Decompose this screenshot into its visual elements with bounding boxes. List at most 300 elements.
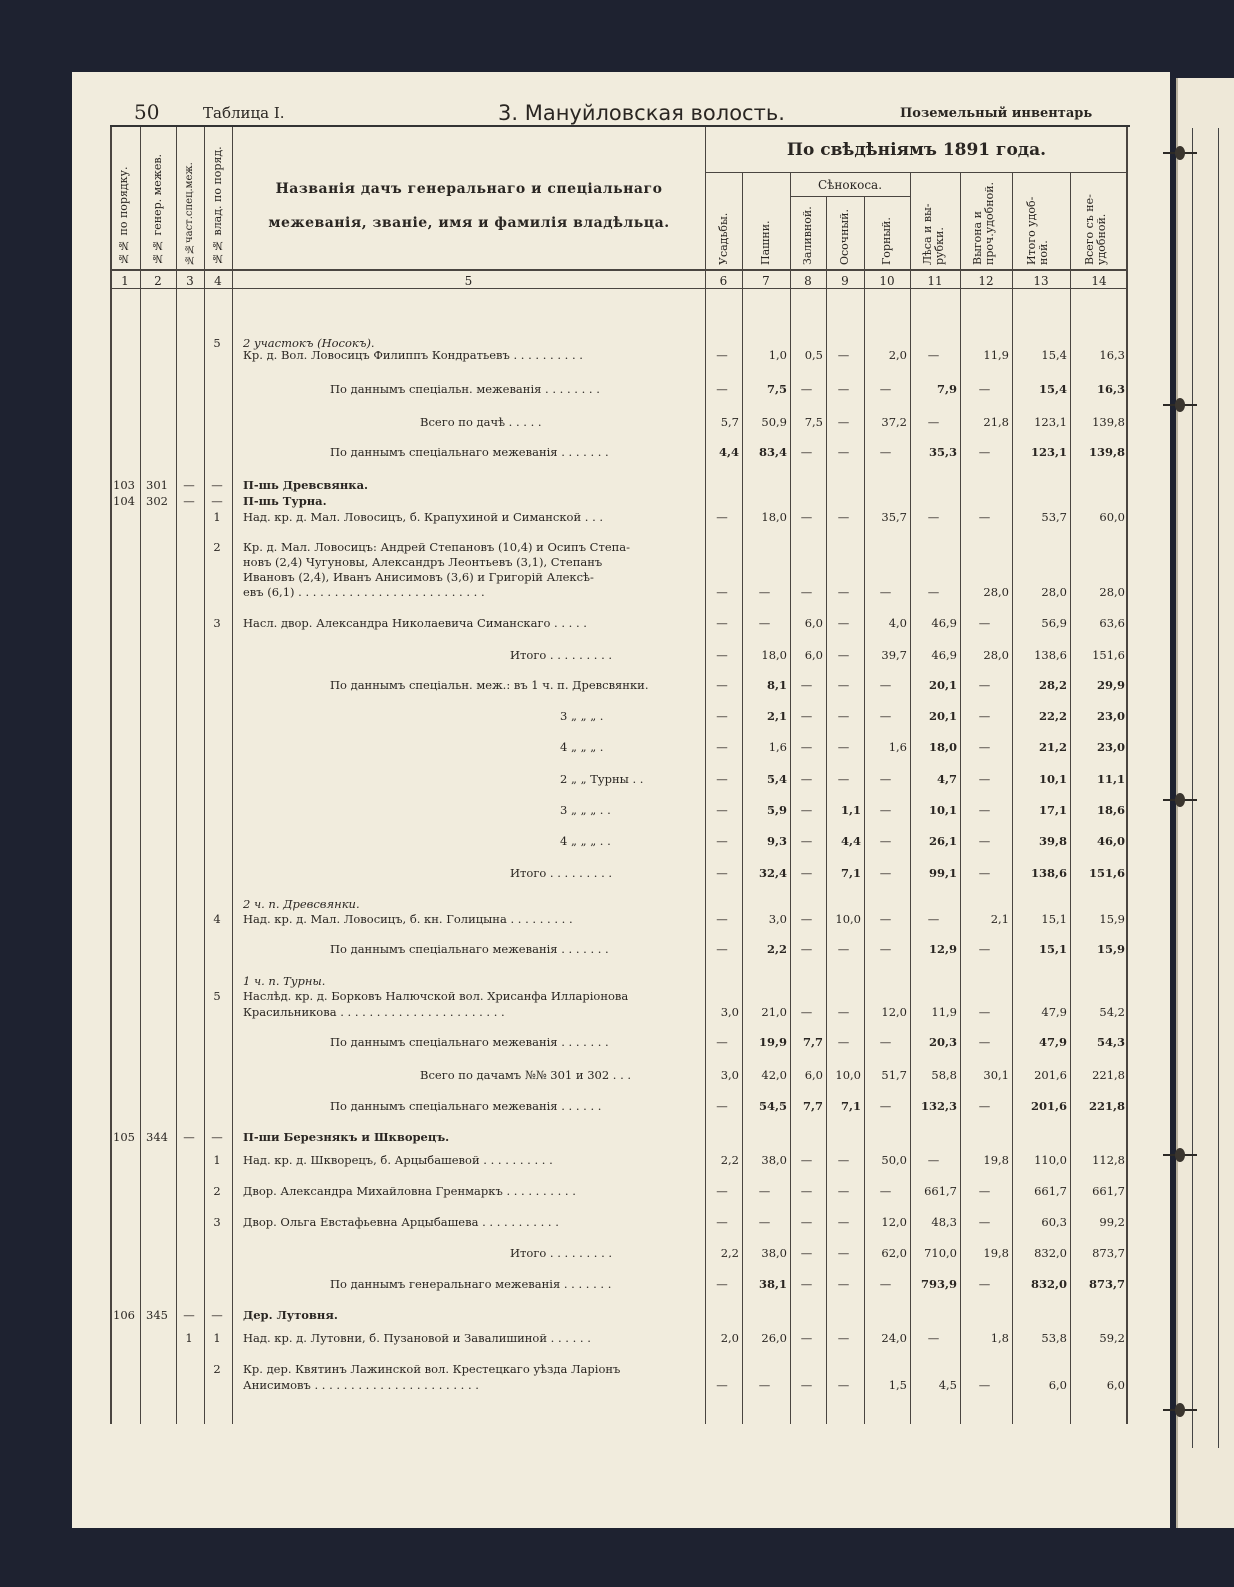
row-label: 2 „ „ Турны . . bbox=[560, 772, 644, 786]
row-value: — bbox=[800, 803, 813, 817]
row-label: 4 „ „ „ . . bbox=[560, 834, 611, 848]
row-value: 221,8 bbox=[1088, 1099, 1125, 1113]
row-value: 50,0 bbox=[881, 1153, 907, 1167]
row-label: П-ши Березнякъ и Шкворецъ. bbox=[243, 1130, 450, 1144]
col-header-grand-total: Всего съ не-удобной. bbox=[1083, 194, 1108, 265]
table-right-border bbox=[1126, 127, 1128, 1424]
row-value: 3,0 bbox=[768, 912, 787, 926]
row-value: — bbox=[978, 510, 991, 524]
row-index-c4: 5 bbox=[213, 989, 221, 1003]
row-value: 11,9 bbox=[983, 348, 1009, 362]
col-header-sedge-meadow: Осочный. bbox=[838, 209, 851, 265]
row-value: 18,6 bbox=[1096, 803, 1125, 817]
row-index-c4: 5 bbox=[213, 336, 221, 350]
row-value: 15,1 bbox=[1041, 912, 1067, 926]
row-value: — bbox=[837, 1035, 850, 1049]
row-label: По даннымъ спеціальн. меж.: въ 1 ч. п. Древсвянки. bbox=[330, 678, 649, 692]
row-value: 12,0 bbox=[881, 1005, 907, 1019]
row-value: — bbox=[879, 866, 892, 880]
column-number: 3 bbox=[186, 274, 194, 288]
row-value: — bbox=[800, 709, 813, 723]
row-value: — bbox=[837, 648, 850, 662]
row-value: — bbox=[879, 1035, 892, 1049]
row-value: 53,8 bbox=[1041, 1331, 1067, 1345]
row-value: — bbox=[837, 510, 850, 524]
row-value: — bbox=[716, 1099, 728, 1113]
row-value: 1,1 bbox=[840, 803, 861, 817]
row-value: 661,7 bbox=[1034, 1184, 1067, 1198]
row-value: — bbox=[716, 585, 728, 599]
row-value: — bbox=[978, 1005, 991, 1019]
row-value: 50,9 bbox=[761, 415, 787, 429]
row-label: Насл. двор. Александра Николаевича Симанскаго . . . . . bbox=[243, 616, 587, 630]
row-index-c3: — bbox=[183, 494, 195, 508]
row-label: 3 „ „ „ . bbox=[560, 709, 604, 723]
page-number: 50 bbox=[134, 100, 160, 124]
row-value: — bbox=[879, 942, 892, 956]
row-index-c2: 345 bbox=[146, 1308, 168, 1322]
row-value: 7,9 bbox=[936, 382, 957, 396]
row-value: 23,0 bbox=[1096, 709, 1125, 723]
row-value: 18,0 bbox=[761, 510, 787, 524]
column-number: 2 bbox=[154, 274, 162, 288]
row-value: 7,5 bbox=[766, 382, 787, 396]
row-value: 46,9 bbox=[931, 616, 957, 630]
row-index-c4: 1 bbox=[213, 1331, 221, 1345]
row-value: — bbox=[716, 803, 728, 817]
row-value: — bbox=[978, 445, 991, 459]
row-value: — bbox=[716, 616, 728, 630]
row-value: — bbox=[800, 1246, 813, 1260]
row-index-c3: — bbox=[183, 1130, 195, 1144]
row-value: — bbox=[716, 740, 728, 754]
row-value: 12,9 bbox=[928, 942, 957, 956]
row-value: 21,8 bbox=[983, 415, 1009, 429]
row-value: 38,0 bbox=[761, 1246, 787, 1260]
row-value: 19,8 bbox=[983, 1153, 1009, 1167]
binding-clip bbox=[1163, 398, 1197, 412]
row-value: 7,5 bbox=[804, 415, 823, 429]
row-value: 4,7 bbox=[936, 772, 957, 786]
col-header-flood-meadow: Заливной. bbox=[801, 206, 814, 265]
binding-clip bbox=[1163, 793, 1197, 807]
row-value: 138,6 bbox=[1030, 866, 1067, 880]
row-value: 1,6 bbox=[888, 740, 907, 754]
row-value: — bbox=[800, 1331, 813, 1345]
row-index-c4: 2 bbox=[213, 1184, 221, 1198]
row-value: 110,0 bbox=[1034, 1153, 1067, 1167]
row-label: По даннымъ спеціальнаго межеванія . . . . . . . bbox=[330, 942, 609, 956]
row-value: — bbox=[978, 942, 991, 956]
row-value: — bbox=[800, 912, 813, 926]
row-value: 18,0 bbox=[761, 648, 787, 662]
row-value: 18,0 bbox=[928, 740, 957, 754]
row-value: 6,0 bbox=[1048, 1378, 1067, 1392]
row-value: — bbox=[978, 866, 991, 880]
row-label: Над. кр. д. Лутовни, б. Пузановой и Завалишиной . . . . . . bbox=[243, 1331, 591, 1345]
row-value: — bbox=[837, 1184, 850, 1198]
row-value: — bbox=[837, 709, 850, 723]
row-value: — bbox=[716, 510, 728, 524]
row-label: Всего по дачѣ . . . . . bbox=[420, 415, 542, 429]
running-head: Поземельный инвентарь bbox=[900, 106, 1093, 121]
row-value: 5,9 bbox=[766, 803, 787, 817]
row-value: — bbox=[879, 1184, 892, 1198]
row-value: 15,9 bbox=[1099, 912, 1125, 926]
row-value: 15,9 bbox=[1096, 942, 1125, 956]
row-value: 16,3 bbox=[1096, 382, 1125, 396]
row-value: 2,2 bbox=[720, 1246, 739, 1260]
row-value: — bbox=[837, 445, 850, 459]
row-value: 29,9 bbox=[1096, 678, 1125, 692]
row-value: — bbox=[716, 912, 728, 926]
row-label: Итого . . . . . . . . . bbox=[510, 866, 613, 880]
row-label: Наслѣд. кр. д. Борковъ Налючской вол. Хрисанфа Илларіонова bbox=[243, 989, 629, 1003]
row-value: — bbox=[879, 585, 892, 599]
row-value: 16,3 bbox=[1099, 348, 1125, 362]
row-value: 7,1 bbox=[840, 866, 861, 880]
row-value: — bbox=[716, 772, 728, 786]
row-value: 47,9 bbox=[1038, 1035, 1067, 1049]
row-value: 11,1 bbox=[1096, 772, 1125, 786]
row-value: 99,2 bbox=[1099, 1215, 1125, 1229]
row-value: — bbox=[837, 942, 850, 956]
row-value: 832,0 bbox=[1030, 1277, 1067, 1291]
row-value: — bbox=[837, 740, 850, 754]
row-value: — bbox=[927, 348, 940, 362]
row-label: Анисимовъ . . . . . . . . . . . . . . . . . . . . . . . bbox=[243, 1378, 479, 1392]
row-label: 4 „ „ „ . bbox=[560, 740, 604, 754]
row-value: — bbox=[837, 1246, 850, 1260]
row-value: 132,3 bbox=[920, 1099, 957, 1113]
row-value: — bbox=[978, 1099, 991, 1113]
row-value: — bbox=[879, 803, 892, 817]
row-value: 58,8 bbox=[931, 1068, 957, 1082]
volost-title: 3. Мануйловская волость. bbox=[498, 101, 785, 125]
row-label: Итого . . . . . . . . . bbox=[510, 648, 613, 662]
row-value: — bbox=[837, 348, 850, 362]
row-value: 10,0 bbox=[835, 1068, 861, 1082]
column-number: 4 bbox=[214, 274, 222, 288]
row-value: 24,0 bbox=[881, 1331, 907, 1345]
row-value: — bbox=[837, 415, 850, 429]
row-label: Кр. д. Вол. Ловосицъ Филиппъ Кондратьевъ . . . . . . . . . . bbox=[243, 348, 583, 362]
row-label: Над. кр. д. Мал. Ловосицъ, б. Крапухиной и Симанской . . . bbox=[243, 510, 604, 524]
row-value: 12,0 bbox=[881, 1215, 907, 1229]
row-value: — bbox=[716, 382, 728, 396]
col-header-owner-order: №№ влад. по поряд. bbox=[211, 146, 224, 265]
row-value: 10,1 bbox=[928, 803, 957, 817]
row-value: 1,0 bbox=[768, 348, 787, 362]
row-index-c3: 1 bbox=[185, 1331, 193, 1345]
row-value: 20,1 bbox=[928, 709, 957, 723]
row-value: 15,4 bbox=[1041, 348, 1067, 362]
row-index-c4: 1 bbox=[213, 510, 221, 524]
row-value: 4,0 bbox=[888, 616, 907, 630]
row-value: 28,2 bbox=[1038, 678, 1067, 692]
binding-clip bbox=[1163, 146, 1197, 160]
column-number: 8 bbox=[804, 274, 812, 288]
table-label: Таблица I. bbox=[203, 104, 285, 122]
row-value: — bbox=[978, 1277, 991, 1291]
row-index-c4: 2 bbox=[213, 1362, 221, 1376]
row-value: 20,3 bbox=[928, 1035, 957, 1049]
row-label: Всего по дачамъ №№ 301 и 302 . . . bbox=[420, 1068, 632, 1082]
row-value: 54,2 bbox=[1099, 1005, 1125, 1019]
row-index-c2: 301 bbox=[146, 478, 168, 492]
column-number: 1 bbox=[121, 274, 129, 288]
row-index-c3: — bbox=[183, 478, 195, 492]
row-value: — bbox=[879, 912, 892, 926]
row-value: 6,0 bbox=[804, 1068, 823, 1082]
row-value: — bbox=[800, 1378, 813, 1392]
row-value: — bbox=[800, 866, 813, 880]
row-value: 42,0 bbox=[761, 1068, 787, 1082]
row-value: 6,0 bbox=[804, 616, 823, 630]
col-header-upland-meadow: Горный. bbox=[880, 217, 893, 265]
row-value: 151,6 bbox=[1088, 866, 1125, 880]
row-value: 201,6 bbox=[1030, 1099, 1067, 1113]
row-value: — bbox=[837, 1331, 850, 1345]
row-value: 11,9 bbox=[931, 1005, 957, 1019]
column-number: 10 bbox=[879, 274, 895, 288]
row-value: — bbox=[879, 1277, 892, 1291]
row-value: — bbox=[716, 866, 728, 880]
row-value: 15,4 bbox=[1038, 382, 1067, 396]
row-value: 5,4 bbox=[766, 772, 787, 786]
row-value: — bbox=[978, 616, 991, 630]
col-header-estates: Усадьбы. bbox=[717, 212, 730, 265]
row-label: По даннымъ спеціальнаго межеванія . . . . . . . bbox=[330, 445, 609, 459]
main-heading: По свѣдѣніямъ 1891 года. bbox=[786, 140, 1047, 160]
row-value: — bbox=[978, 709, 991, 723]
row-value: 28,0 bbox=[983, 648, 1009, 662]
top-rule bbox=[110, 125, 1130, 127]
row-value: — bbox=[978, 1378, 991, 1392]
row-value: — bbox=[978, 382, 991, 396]
row-value: 7,7 bbox=[802, 1099, 823, 1113]
row-value: 5,7 bbox=[720, 415, 739, 429]
row-value: 793,9 bbox=[920, 1277, 957, 1291]
row-value: 99,1 bbox=[928, 866, 957, 880]
row-index-c1: 105 bbox=[113, 1130, 135, 1144]
hay-rule bbox=[790, 196, 910, 197]
row-value: — bbox=[927, 912, 940, 926]
row-value: 6,0 bbox=[1106, 1378, 1125, 1392]
row-value: — bbox=[927, 585, 940, 599]
row-index-c4: — bbox=[211, 1130, 223, 1144]
column-number: 12 bbox=[978, 274, 994, 288]
row-value: 112,8 bbox=[1092, 1153, 1125, 1167]
column-number: 7 bbox=[762, 274, 770, 288]
row-value: — bbox=[927, 1331, 940, 1345]
row-value: — bbox=[927, 1153, 940, 1167]
row-value: 35,7 bbox=[881, 510, 907, 524]
row-label: 3 „ „ „ . . bbox=[560, 803, 611, 817]
row-index-c4: 4 bbox=[213, 912, 221, 926]
row-value: — bbox=[978, 1215, 991, 1229]
row-index-c4: — bbox=[211, 478, 223, 492]
row-value: 2,2 bbox=[766, 942, 787, 956]
header-bottom-rule bbox=[110, 269, 1128, 271]
binding-clip bbox=[1163, 1148, 1197, 1162]
row-value: — bbox=[879, 678, 892, 692]
row-value: 83,4 bbox=[758, 445, 787, 459]
row-value: 3,0 bbox=[720, 1068, 739, 1082]
row-value: 38,1 bbox=[758, 1277, 787, 1291]
row-value: — bbox=[716, 1277, 728, 1291]
row-index-c1: 103 bbox=[113, 478, 135, 492]
row-index-c4: 1 bbox=[213, 1153, 221, 1167]
row-index-c4: 2 bbox=[213, 540, 221, 554]
row-label: Дер. Лутовня. bbox=[243, 1308, 338, 1322]
row-label: 2 участокъ (Носокъ). bbox=[243, 336, 375, 350]
col-header-general-survey: №№ генер. межев. bbox=[151, 153, 164, 265]
row-value: 60,0 bbox=[1099, 510, 1125, 524]
row-index-c3: — bbox=[183, 1308, 195, 1322]
row-value: — bbox=[800, 1153, 813, 1167]
row-label: Кр. дер. Квятинъ Лажинской вол. Крестецкаго уѣзда Ларіонъ bbox=[243, 1362, 621, 1376]
row-value: — bbox=[800, 585, 813, 599]
row-value: — bbox=[716, 1035, 728, 1049]
row-value: 7,1 bbox=[840, 1099, 861, 1113]
row-label: евъ (6,1) . . . . . . . . . . . . . . . . . . . . . . . . . . bbox=[243, 585, 485, 599]
row-value: — bbox=[927, 415, 940, 429]
row-value: 8,1 bbox=[766, 678, 787, 692]
row-value: 10,0 bbox=[835, 912, 861, 926]
row-value: — bbox=[800, 445, 813, 459]
row-value: 39,8 bbox=[1038, 834, 1067, 848]
row-value: 19,9 bbox=[758, 1035, 787, 1049]
row-value: 38,0 bbox=[761, 1153, 787, 1167]
row-value: — bbox=[978, 1035, 991, 1049]
row-value: — bbox=[716, 1215, 728, 1229]
row-value: 46,9 bbox=[931, 648, 957, 662]
document-page bbox=[72, 72, 1170, 1528]
row-value: — bbox=[879, 709, 892, 723]
row-value: — bbox=[800, 740, 813, 754]
row-label: По даннымъ спеціальнаго межеванія . . . . . . . bbox=[330, 1035, 609, 1049]
row-value: — bbox=[716, 942, 728, 956]
row-value: — bbox=[927, 510, 940, 524]
row-value: 7,7 bbox=[802, 1035, 823, 1049]
row-value: 9,3 bbox=[766, 834, 787, 848]
col-header-order: №№ по порядку. bbox=[117, 166, 130, 265]
row-label: Двор. Ольга Евстафьевна Арцыбашева . . . . . . . . . . . bbox=[243, 1215, 559, 1229]
row-value: 46,0 bbox=[1096, 834, 1125, 848]
row-value: — bbox=[800, 1215, 813, 1229]
row-value: 4,5 bbox=[938, 1378, 957, 1392]
row-value: — bbox=[758, 585, 771, 599]
row-value: — bbox=[879, 772, 892, 786]
row-value: 39,7 bbox=[881, 648, 907, 662]
row-value: 28,0 bbox=[1099, 585, 1125, 599]
row-value: 37,2 bbox=[881, 415, 907, 429]
row-label: Ивановъ (2,4), Иванъ Анисимовъ (3,6) и Григорій Алексѣ- bbox=[243, 570, 594, 584]
row-value: 2,0 bbox=[720, 1331, 739, 1345]
row-value: 661,7 bbox=[1092, 1184, 1125, 1198]
row-label: 1 ч. п. Турны. bbox=[243, 974, 326, 988]
row-value: 56,9 bbox=[1041, 616, 1067, 630]
row-value: 30,1 bbox=[983, 1068, 1009, 1082]
row-value: — bbox=[800, 510, 813, 524]
row-value: — bbox=[716, 1378, 728, 1392]
row-index-c4: 3 bbox=[213, 616, 221, 630]
row-value: 2,1 bbox=[766, 709, 787, 723]
row-value: — bbox=[837, 772, 850, 786]
row-label: По даннымъ спеціальнаго межеванія . . . . . . bbox=[330, 1099, 602, 1113]
row-value: — bbox=[837, 616, 850, 630]
row-value: — bbox=[837, 1277, 850, 1291]
row-value: 1,8 bbox=[990, 1331, 1009, 1345]
heading-rule bbox=[705, 172, 1128, 173]
row-value: 63,6 bbox=[1099, 616, 1125, 630]
row-value: 2,1 bbox=[990, 912, 1009, 926]
row-value: 35,3 bbox=[928, 445, 957, 459]
row-index-c2: 344 bbox=[146, 1130, 168, 1144]
row-value: — bbox=[879, 1099, 892, 1113]
row-index-c1: 104 bbox=[113, 494, 135, 508]
row-value: 138,6 bbox=[1034, 648, 1067, 662]
row-value: 123,1 bbox=[1030, 445, 1067, 459]
row-label: Над. кр. д. Шкворецъ, б. Арцыбашевой . . . . . . . . . . bbox=[243, 1153, 553, 1167]
row-value: 2,2 bbox=[720, 1153, 739, 1167]
row-index-c4: — bbox=[211, 1308, 223, 1322]
row-value: — bbox=[800, 772, 813, 786]
row-value: — bbox=[978, 772, 991, 786]
row-label: Красильникова . . . . . . . . . . . . . . . . . . . . . . . bbox=[243, 1005, 505, 1019]
row-value: 21,0 bbox=[761, 1005, 787, 1019]
row-index-c4: — bbox=[211, 494, 223, 508]
row-value: — bbox=[758, 1378, 771, 1392]
row-value: 17,1 bbox=[1038, 803, 1067, 817]
row-value: — bbox=[978, 678, 991, 692]
row-label: новъ (2,4) Чугуновы, Александръ Леонтьевъ (3,1), Степанъ bbox=[243, 555, 603, 569]
row-value: — bbox=[837, 382, 850, 396]
hay-header: Сѣнокоса. bbox=[817, 178, 883, 192]
row-value: 51,7 bbox=[881, 1068, 907, 1082]
row-label: П-шь Древсвянка. bbox=[243, 478, 369, 492]
row-value: 123,1 bbox=[1034, 415, 1067, 429]
row-value: 54,5 bbox=[758, 1099, 787, 1113]
row-value: — bbox=[800, 942, 813, 956]
row-value: 4,4 bbox=[718, 445, 739, 459]
col-header-special-survey: №№част.спец.меж. bbox=[184, 162, 195, 265]
row-value: 6,0 bbox=[804, 648, 823, 662]
row-index-c2: 302 bbox=[146, 494, 168, 508]
row-value: 21,2 bbox=[1038, 740, 1067, 754]
row-value: 59,2 bbox=[1099, 1331, 1125, 1345]
row-value: 26,0 bbox=[761, 1331, 787, 1345]
row-value: — bbox=[837, 1153, 850, 1167]
column-number: 11 bbox=[927, 274, 943, 288]
row-value: — bbox=[800, 678, 813, 692]
row-value: — bbox=[800, 1184, 813, 1198]
row-value: 0,5 bbox=[804, 348, 823, 362]
row-label: По даннымъ спеціальн. межеванія . . . . . . . . bbox=[330, 382, 600, 396]
column-number: 9 bbox=[841, 274, 849, 288]
column-number: 14 bbox=[1091, 274, 1107, 288]
row-value: 221,8 bbox=[1092, 1068, 1125, 1082]
row-value: 23,0 bbox=[1096, 740, 1125, 754]
row-value: — bbox=[978, 1184, 991, 1198]
row-value: 28,0 bbox=[983, 585, 1009, 599]
row-value: 139,8 bbox=[1088, 445, 1125, 459]
row-value: — bbox=[800, 1005, 813, 1019]
row-value: 1,6 bbox=[768, 740, 787, 754]
row-value: 10,1 bbox=[1038, 772, 1067, 786]
row-value: — bbox=[837, 1215, 850, 1229]
